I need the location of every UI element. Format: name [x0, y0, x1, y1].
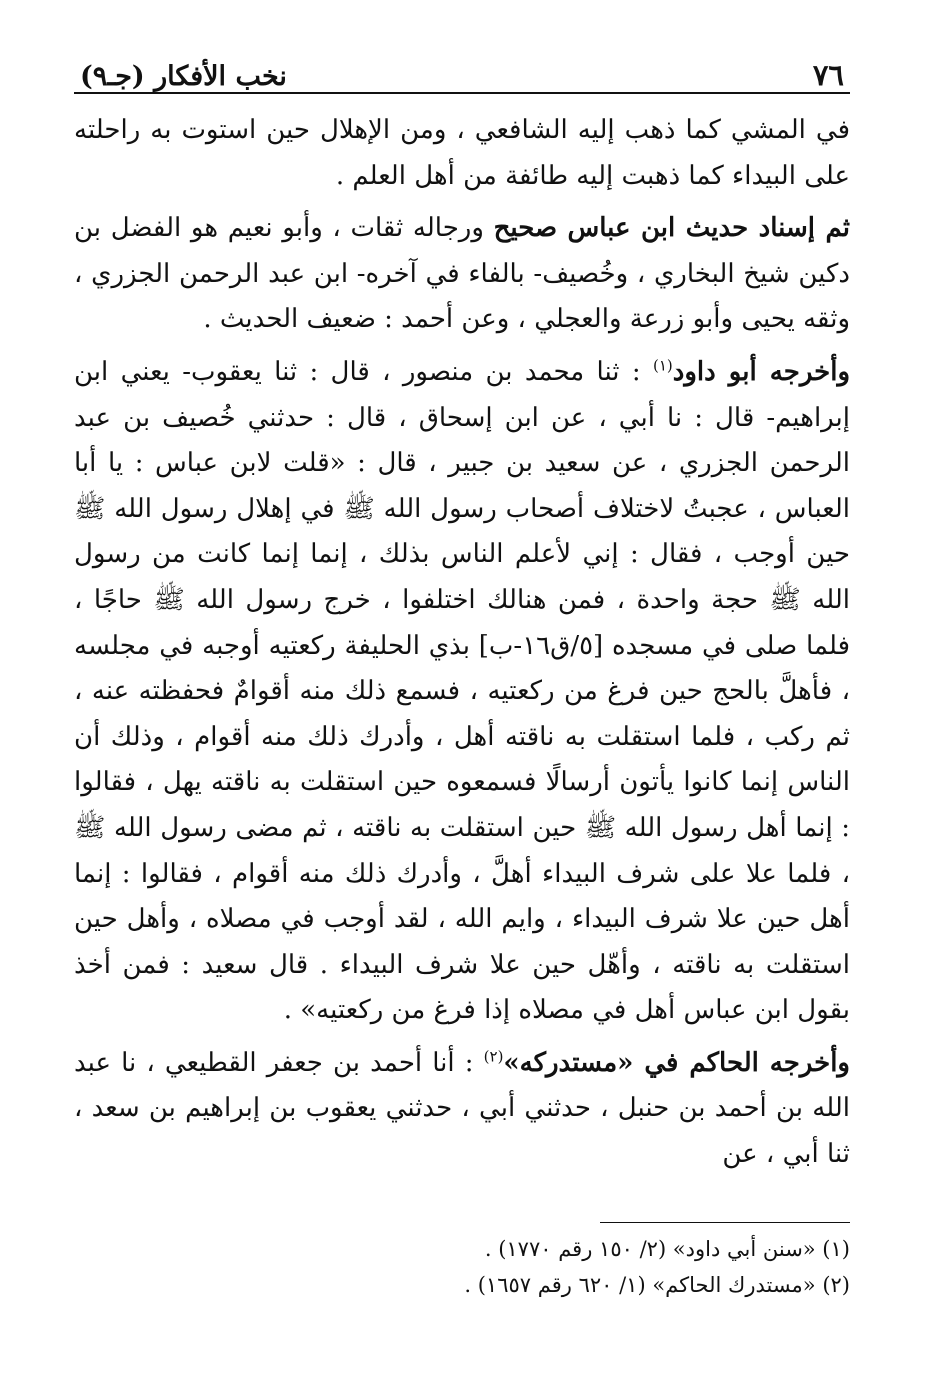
paragraph-2	[74, 206, 850, 343]
footnote-1: (١) «سنن أبي داود» (٢/ ١٥٠ رقم ١٧٧٠) .	[484, 1237, 850, 1261]
footnote-divider	[600, 1222, 850, 1223]
paragraph-lead: ثم إسناد حديث ابن عباس صحيح	[493, 213, 850, 244]
paragraph-lead: وأخرجه أبو داود	[672, 356, 851, 387]
paragraph-text: : ثنا محمد بن منصور ، قال : ثنا يعقوب- يعني ابن إبراهيم- قال : نا أبي ، عن ابن إسحاق ، قال : حدثني خُصيف بن عبد الرحمن الجزري ، عن سعيد بن جبير ، قال : «قلت لابن عباس : يا أبا العباس ، عجبتُ لاختلاف أصحاب رسول الله ﷺ في إهلال رسول الله ﷺ حين أوجب ، فقال : إني لأعلم الناس بذلك ، إنما إنما كانت من رسول الله ﷺ حجة واحدة ، فمن هنالك اختلفوا ، خرج رسول الله ﷺ حاجًا ، فلما صلى في مسجده [٥/ق١٦-ب] بذي الحليفة ركعتيه أوجبه في مجلسه ، فأهلَّ بالحج حين فرغ من ركعتيه ، فسمع ذلك منه أقوامٌ فحفظته عنه ، ثم ركب ، فلما استقلت به ناقته أهل ، وأدرك ذلك منه أقوام ، وذلك أن الناس إنما كانوا يأتون أرسالًا فسمعوه حين استقلت به ناقته يهل ، فقالوا : إنما أهل رسول الله ﷺ حين استقلت به ناقته ، ثم مضى رسول الله ﷺ ، فلما علا على شرف البيداء أهلَّ ، وأدرك ذلك منه أقوام ، فقالوا : إنما أهل حين علا شرف البيداء ، وايم الله ، لقد أوجب في مصلاه ، وأهل حين استقلت به ناقته ، وأهّل حين علا شرف البيداء . قال سعيد : فمن أخذ بقول ابن عباس أهل في مصلاه إذا فرغ من ركعتيه» .	[74, 356, 850, 1026]
paragraph-3	[74, 350, 850, 1034]
footnote-marker[interactable]: (٢)	[483, 1047, 504, 1066]
running-header	[74, 48, 850, 94]
paragraph-text: في المشي كما ذهب إليه الشافعي ، ومن الإهلال حين استوت به راحلته على البيداء كما ذهبت إليه طائفة من أهل العلم .	[74, 115, 850, 191]
main-text	[74, 108, 850, 1178]
footnote-marker[interactable]: (١)	[652, 356, 673, 375]
page-number: ٧٦	[812, 58, 844, 92]
footnotes	[74, 1222, 850, 1303]
paragraph-lead: وأخرجه الحاكم في «مستدركه»	[503, 1047, 850, 1078]
paragraph-1	[74, 108, 850, 199]
book-page	[74, 48, 850, 1185]
paragraph-4	[74, 1041, 850, 1178]
footnote-2: (٢) «مستدرك الحاكم» (١/ ٦٢٠ رقم ١٦٥٧) .	[464, 1273, 850, 1297]
book-title: نخب الأفكار (جـ٩)	[80, 61, 287, 92]
paragraph-text: : أنا أحمد بن جعفر القطيعي ، نا عبد الله بن أحمد بن حنبل ، حدثني أبي ، حدثني يعقوب بن إبراهيم بن سعد ، ثنا أبي ، عن	[74, 1047, 850, 1170]
paragraph-text: ورجاله ثقات ، وأبو نعيم هو الفضل بن دكين شيخ البخاري ، وخُصيف- بالفاء في آخره- ابن عبد الرحمن الجزري ، وثقه يحيى وأبو زرعة والعجلي ، وعن أحمد : ضعيف الحديث .	[74, 213, 850, 335]
